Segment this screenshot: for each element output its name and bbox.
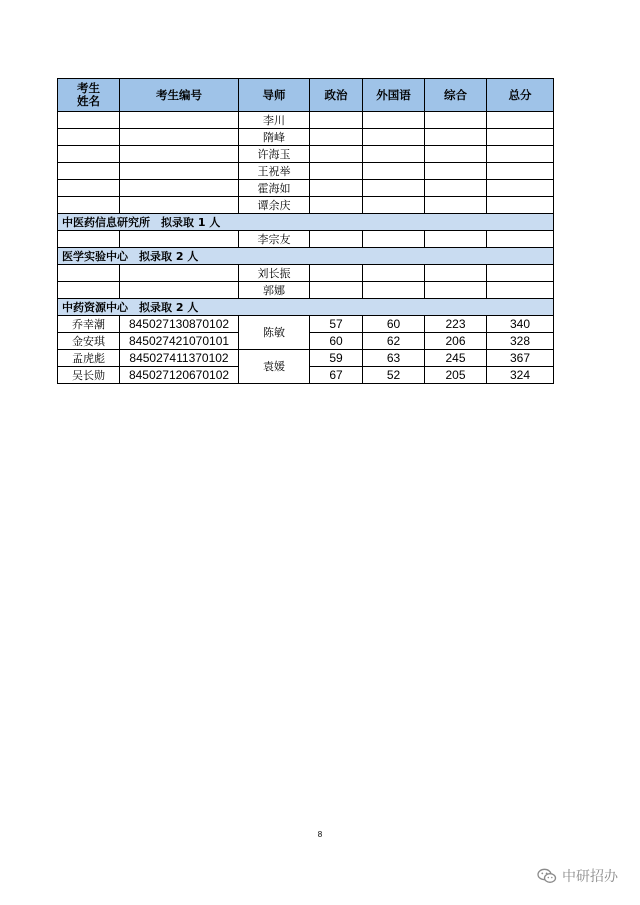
table-row	[58, 265, 554, 282]
language-score: 63	[363, 350, 425, 367]
comprehensive-score: 223	[425, 316, 487, 333]
comprehensive-score: 206	[425, 333, 487, 350]
politics-score: 59	[310, 350, 363, 367]
language-score: 52	[363, 367, 425, 384]
section-title: 中药资源中心 拟录取 2 人	[58, 299, 554, 316]
candidate-id: 845027130870102	[120, 316, 239, 333]
total-score: 340	[487, 316, 554, 333]
header-comprehensive: 综合	[425, 79, 487, 112]
table-row	[58, 231, 554, 248]
comprehensive-score: 245	[425, 350, 487, 367]
header-candidate-name: 考生 姓名	[58, 79, 120, 112]
candidate-name: 乔幸潮	[58, 316, 120, 333]
comprehensive-score: 205	[425, 367, 487, 384]
section-row	[58, 214, 554, 231]
language-score: 62	[363, 333, 425, 350]
table-row	[58, 197, 554, 214]
table-row	[58, 163, 554, 180]
candidate-id: 845027421070101	[120, 333, 239, 350]
advisor-cell: 谭余庆	[239, 197, 310, 214]
candidate-name: 吴长勋	[58, 367, 120, 384]
politics-score: 57	[310, 316, 363, 333]
header-foreign-language: 外国语	[363, 79, 425, 112]
total-score: 324	[487, 367, 554, 384]
politics-score: 60	[310, 333, 363, 350]
table-row	[58, 112, 554, 129]
watermark-text: 中研招办	[562, 869, 618, 885]
advisor-cell: 袁媛	[239, 350, 310, 384]
table-row	[58, 350, 554, 367]
table-header-row	[58, 79, 554, 112]
table-row	[58, 129, 554, 146]
politics-score: 67	[310, 367, 363, 384]
total-score: 367	[487, 350, 554, 367]
advisor-cell: 隋峰	[239, 129, 310, 146]
admission-table	[57, 78, 554, 384]
header-total: 总分	[487, 79, 554, 112]
header-advisor: 导师	[239, 79, 310, 112]
header-politics: 政治	[310, 79, 363, 112]
total-score: 328	[487, 333, 554, 350]
page-number: 8	[317, 830, 323, 839]
language-score: 60	[363, 316, 425, 333]
candidate-name: 孟虎彪	[58, 350, 120, 367]
advisor-cell: 陈敏	[239, 316, 310, 350]
table-row	[58, 316, 554, 333]
table-row	[58, 180, 554, 197]
section-title: 中医药信息研究所 拟录取 1 人	[58, 214, 554, 231]
table-row	[58, 282, 554, 299]
advisor-cell: 李宗友	[239, 231, 310, 248]
wechat-icon	[537, 868, 557, 884]
advisor-cell: 王祝举	[239, 163, 310, 180]
advisor-cell: 郭娜	[239, 282, 310, 299]
section-title: 医学实验中心 拟录取 2 人	[58, 248, 554, 265]
watermark	[537, 866, 618, 886]
header-candidate-id: 考生编号	[120, 79, 239, 112]
advisor-cell: 刘长振	[239, 265, 310, 282]
advisor-cell: 李川	[239, 112, 310, 129]
section-row	[58, 248, 554, 265]
advisor-cell: 霍海如	[239, 180, 310, 197]
candidate-id: 845027120670102	[120, 367, 239, 384]
section-row	[58, 299, 554, 316]
candidate-id: 845027411370102	[120, 350, 239, 367]
candidate-name: 金安琪	[58, 333, 120, 350]
advisor-cell: 许海玉	[239, 146, 310, 163]
table-row	[58, 146, 554, 163]
